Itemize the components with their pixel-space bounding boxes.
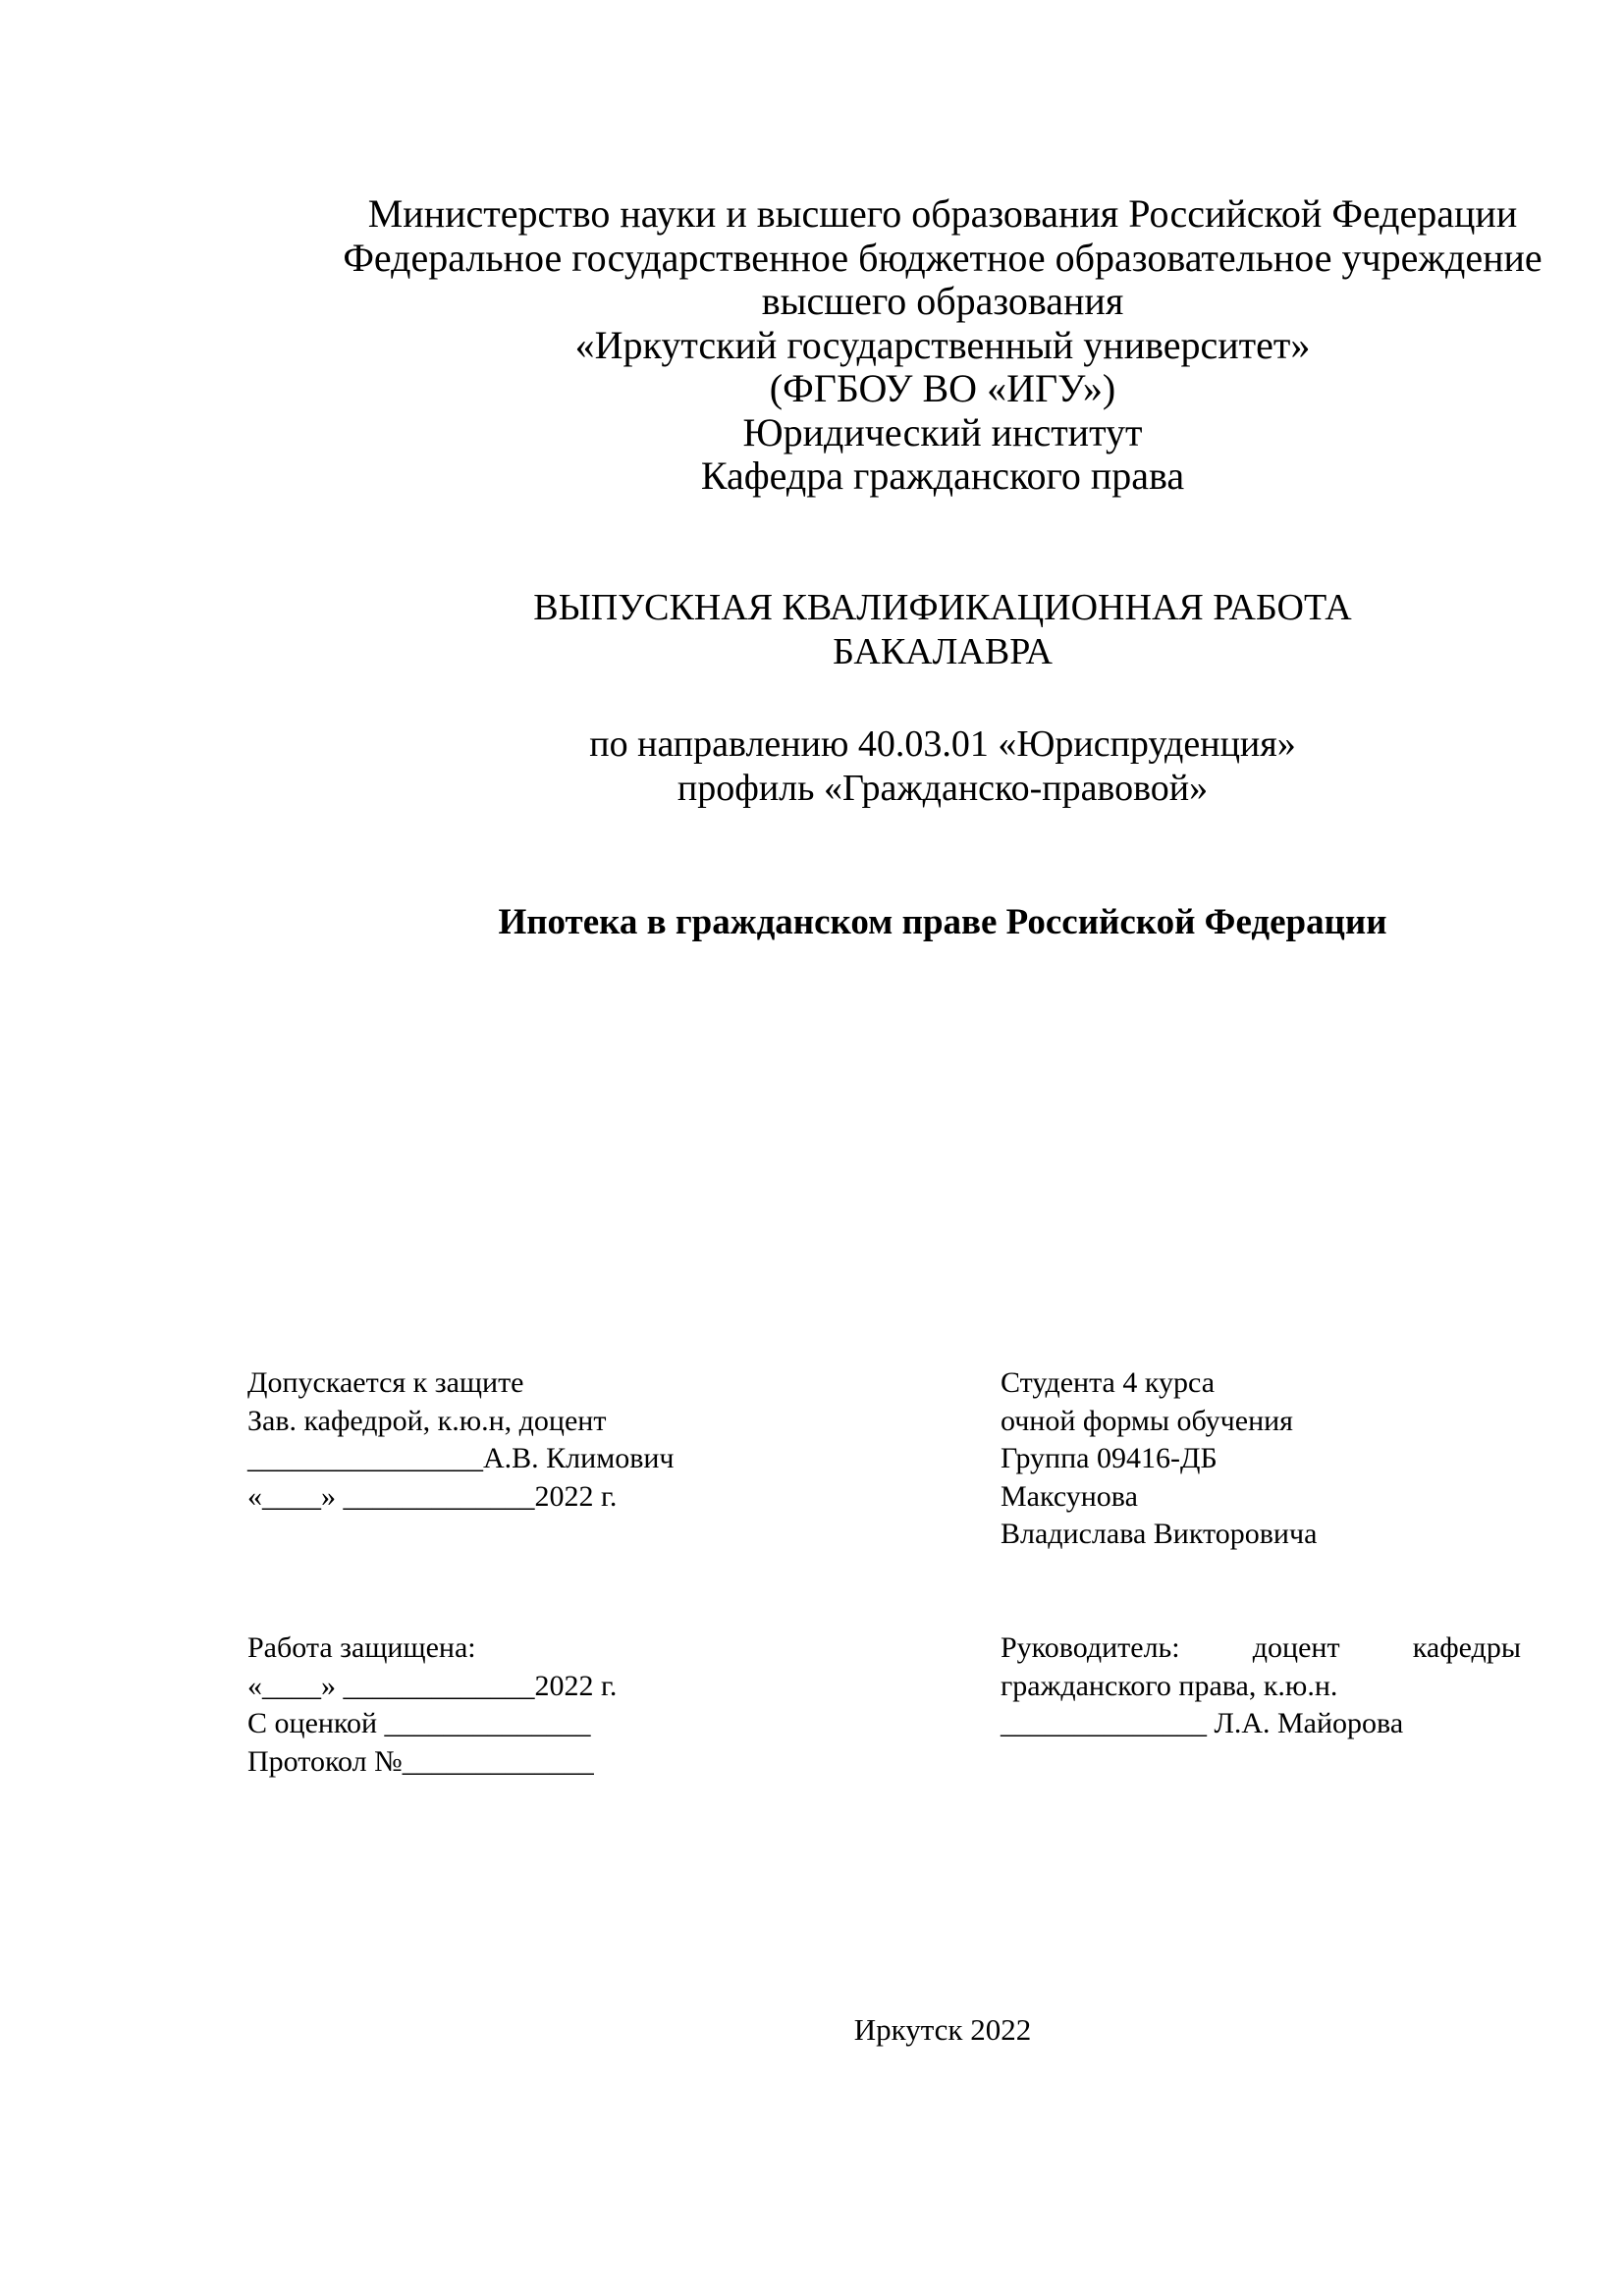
thesis-title: Ипотека в гражданском праве Российской Федерации — [498, 902, 1387, 942]
admission-line-2: Зав. кафедрой, к.ю.н, доцент — [247, 1404, 607, 1437]
department-line: Кафедра гражданского права — [700, 454, 1185, 498]
defense-date-line: «____» _____________2022 г. — [247, 1669, 618, 1702]
work-type — [295, 586, 1591, 674]
defense-protocol-line: Протокол №_____________ — [247, 1744, 594, 1778]
student-study-form: очной формы обучения — [1001, 1404, 1293, 1437]
student-name: Владислава Викторовича — [1001, 1518, 1318, 1550]
profile-line: профиль «Гражданско-правовой» — [677, 768, 1209, 809]
abbreviation-line: (ФГБОУ ВО «ИГУ») — [769, 366, 1116, 410]
study-direction — [295, 722, 1591, 811]
institute-line: Юридический институт — [742, 409, 1143, 454]
student-block — [1001, 1364, 1317, 1554]
student-group: Группа 09416-ДБ — [1001, 1442, 1218, 1474]
university-line: «Иркутский государственный университет» — [574, 322, 1311, 367]
supervisor-position: доцент — [1252, 1631, 1340, 1664]
admission-line-1: Допускается к защите — [247, 1366, 524, 1399]
supervisor-line-2: гражданского права, к.ю.н. — [1001, 1669, 1338, 1702]
city-year: Иркутск 2022 — [853, 2012, 1032, 2047]
student-course: Студента 4 курса — [1001, 1366, 1216, 1399]
supervisor-department-word: кафедры — [1412, 1631, 1521, 1664]
ministry-line: Министерство науки и высшего образования Российской Федерации — [367, 191, 1518, 236]
supervisor-block — [1001, 1629, 1521, 1743]
admission-date-line: «____» _____________2022 г. — [247, 1479, 618, 1513]
defense-grade-line: С оценкой ______________ — [247, 1707, 591, 1739]
institution-type-line: Федеральное государственное бюджетное образовательное учреждение — [343, 235, 1543, 280]
supervisor-signature-line: ______________ Л.А. Майорова — [1001, 1707, 1404, 1739]
direction-line: по направлению 40.03.01 «Юриспруденция» — [589, 723, 1296, 765]
work-type-line-1: ВЫПУСКНАЯ КВАЛИФИКАЦИОННАЯ РАБОТА — [533, 587, 1352, 628]
supervisor-line-1 — [1001, 1629, 1521, 1668]
defense-block — [247, 1629, 617, 1781]
student-surname: Максунова — [1001, 1479, 1138, 1513]
work-type-line-2: БАКАЛАВРА — [833, 631, 1053, 672]
institution-header — [295, 192, 1591, 499]
defense-line-1: Работа защищена: — [247, 1631, 476, 1664]
admission-signature-line: ________________А.В. Климович — [247, 1442, 675, 1474]
supervisor-label: Руководитель: — [1001, 1631, 1180, 1664]
admission-block — [247, 1364, 675, 1516]
institution-level-line: высшего образования — [761, 279, 1124, 323]
